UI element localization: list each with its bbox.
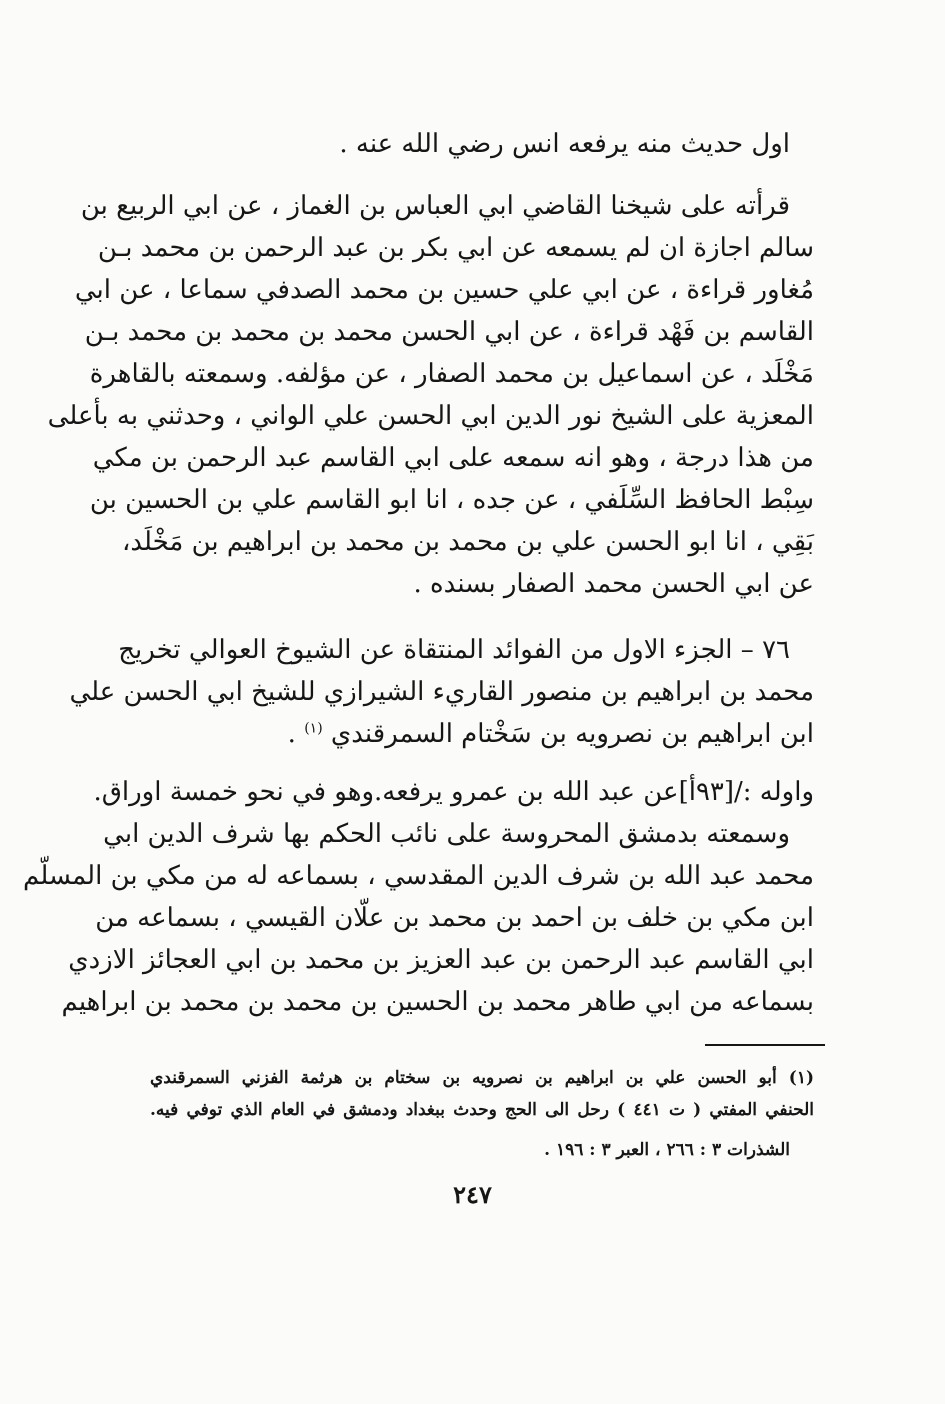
paragraph-1-line: مَخْلَد ، عن اسماعيل بن محمد الصفار ، عن مؤلفه. وسمعته بالقاهرة — [89, 359, 814, 389]
paragraph-1-line: سالم اجازة ان لم يسمعه عن ابي بكر بن عبد الرحمن بن محمد بـن — [97, 233, 814, 263]
paragraph-1-line: سِبْط الحافظ السِّلَفي ، عن جده ، انا ابو القاسم علي بن الحسين بن — [89, 485, 814, 515]
paragraph-3-line: بسماعه من ابي طاهر محمد بن الحسين بن محمد بن محمد بن ابراهيم — [61, 987, 814, 1017]
footnote-separator — [705, 1044, 825, 1046]
footnote-line: الحنفي المفتي ( ت ٤٤١ ) رحل الى الحج وحدث ببغداد ودمشق في العام الذي توفي فيه. — [150, 1100, 814, 1120]
paragraph-3-line: محمد عبد الله بن شرف الدين المقدسي ، بسماعه له من مكي بن المسلّم — [23, 861, 814, 891]
paragraph-2-last-suffix: . — [287, 719, 296, 749]
paragraph-2-last-text: ابن ابراهيم بن نصرويه بن سَخْتام السمرقندي — [330, 719, 814, 749]
paragraph-3-line: واوله :/[٩٣أ]عن عبد الله بن عمرو يرفعه.وهو في نحو خمسة اوراق. — [93, 777, 814, 807]
paragraph-1-line: من هذا درجة ، وهو انه سمعه على ابي القاسم عبد الرحمن بن مكي — [92, 443, 814, 473]
paragraph-1-line: القاسم بن فَهْد قراءة ، عن ابي الحسن محمد بن محمد بن محمد بـن — [84, 317, 814, 347]
paragraph-1-line: مُغاور قراءة ، عن ابي علي حسين بن محمد الصدفي سماعا ، عن ابي — [74, 275, 814, 305]
paragraph-2-line: ٧٦ – الجزء الاول من الفوائد المنتقاة عن الشيوخ العوالي تخريج — [118, 635, 790, 665]
footnote-marker: (١) — [304, 720, 323, 737]
paragraph-2-line — [287, 714, 814, 754]
paragraph-3-line: وسمعته بدمشق المحروسة على نائب الحكم بها شرف الدين ابي — [103, 819, 790, 849]
footnote-line: (١) أبو الحسن علي بن ابراهيم بن نصرويه بن سختام بن هرثمة الفزني السمرقندي — [150, 1068, 814, 1088]
paragraph-1-line: بَقِي ، انا ابو الحسن علي بن محمد بن محمد بن ابراهيم بن مَخْلَد، — [121, 527, 814, 557]
page-number: ٢٤٧ — [453, 1180, 492, 1209]
paragraph-3-line: ابن مكي بن خلف بن احمد بن محمد بن علّان القيسي ، بسماعه من — [95, 903, 814, 933]
footnote-line: الشذرات ٣ : ٢٦٦ ، العبر ٣ : ١٩٦ . — [544, 1140, 790, 1160]
paragraph-3-line: ابي القاسم عبد الرحمن بن عبد العزيز بن محمد بن ابي العجائز الازدي — [68, 945, 814, 975]
paragraph-1-line: المعزية على الشيخ نور الدين ابي الحسن علي الواني ، وحدثني به بأعلى — [47, 401, 814, 431]
paragraph-2-line: محمد بن ابراهيم بن منصور القاريء الشيرازي للشيخ ابي الحسن علي — [69, 677, 814, 707]
section-header-line: اول حديث منه يرفعه انس رضي الله عنه . — [339, 129, 790, 159]
paragraph-1-line: قرأته على شيخنا القاضي ابي العباس بن الغماز ، عن ابي الربيع بن — [80, 191, 790, 221]
paragraph-1-line: عن ابي الحسن محمد الصفار بسنده . — [413, 569, 814, 599]
